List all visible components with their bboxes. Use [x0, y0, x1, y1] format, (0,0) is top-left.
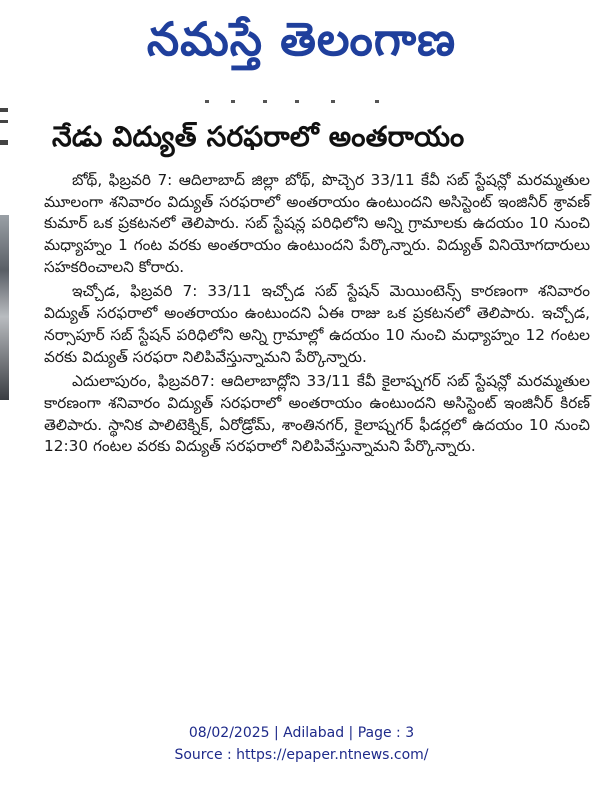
source-link[interactable]: Source : https://epaper.ntnews.com/	[174, 747, 429, 763]
column-top-marks	[205, 100, 405, 104]
adjacent-photo-edge	[0, 215, 9, 400]
edge-mark	[0, 140, 8, 145]
article-body	[44, 170, 590, 459]
article-paragraph: బోథ్, ఫిబ్రవరి 7: ఆదిలాబాద్ జిల్లా బోథ్, పొచ్చెర 33/11 కేవీ సబ్ స్టేషన్లో మరమ్మతుల మూలంగా శనివారం విద్యుత్ సరఫరాలో అంతరాయం ఉంటుందని అసిస్టెంట్ ఇంజినీర్ శ్రావణ్ కుమార్ ఒక ప్రకటనలో తెలిపారు. సబ్ స్టేషన్ల పరిధిలోని అన్ని గ్రామాలకు ఉదయం 10 నుంచి మధ్యాహ్నం 1 గంట వరకు అంతరాయం ఉంటుందని పేర్కొన్నారు. విద్యుత్ వినియోగదారులు సహకరించాలని కోరారు.	[44, 170, 590, 277]
newspaper-masthead	[104, 6, 499, 72]
edge-mark	[0, 120, 8, 123]
article-paragraph: ఇచ్చోడ, ఫిబ్రవరి 7: 33/11 ఇచ్చోడ సబ్ స్టేషన్ మెయింటెన్స్ కారణంగా శనివారం విద్యుత్ సరఫరాలో అంతరాయం ఉంటుందని ఏఈ రాజు ఒక ప్రకటనలో తెలిపారు. ఇచ్చోడ, నర్సాపూర్ సబ్ స్టేషన్ పరిధిలోని అన్ని గ్రామాల్లో ఉదయం 10 నుంచి మధ్యాహ్నం 12 గంటల వరకు విద్యుత్ సరఫరా నిలిపివేస్తున్నామని పేర్కొన్నారు.	[44, 282, 590, 366]
edge-mark	[0, 108, 8, 112]
edition-info: 08/02/2025 | Adilabad | Page : 3	[188, 725, 415, 741]
masthead-title: నమస్తే తెలంగాణ	[146, 12, 457, 66]
news-article	[44, 120, 590, 458]
article-headline: నేడు విద్యుత్ సరఫరాలో అంతరాయం	[52, 120, 465, 153]
page-footer	[0, 722, 603, 766]
article-paragraph: ఎదులాపురం, ఫిబ్రవరి7: ఆదిలాబాద్లోని 33/11 కేవీ కైలాష్నగర్ సబ్ స్టేషన్లో మరమ్మతుల కారణంగా శనివారం విద్యుత్ సరఫరాలో అంతరాయం ఉంటుందని అసిస్టెంట్ ఇంజినీర్ కిరణ్ తెలిపారు. స్థానిక పాలిటెక్నిక్, ఏరోడ్రోమ్, శాంతినగర్, కైలాష్నగర్ ఫీడర్లలో ఉదయం 10 నుంచి 12:30 గంటల వరకు విద్యుత్ సరఫరాలో నిలిపివేస్తున్నామని పేర్కొన్నారు.	[44, 371, 590, 456]
